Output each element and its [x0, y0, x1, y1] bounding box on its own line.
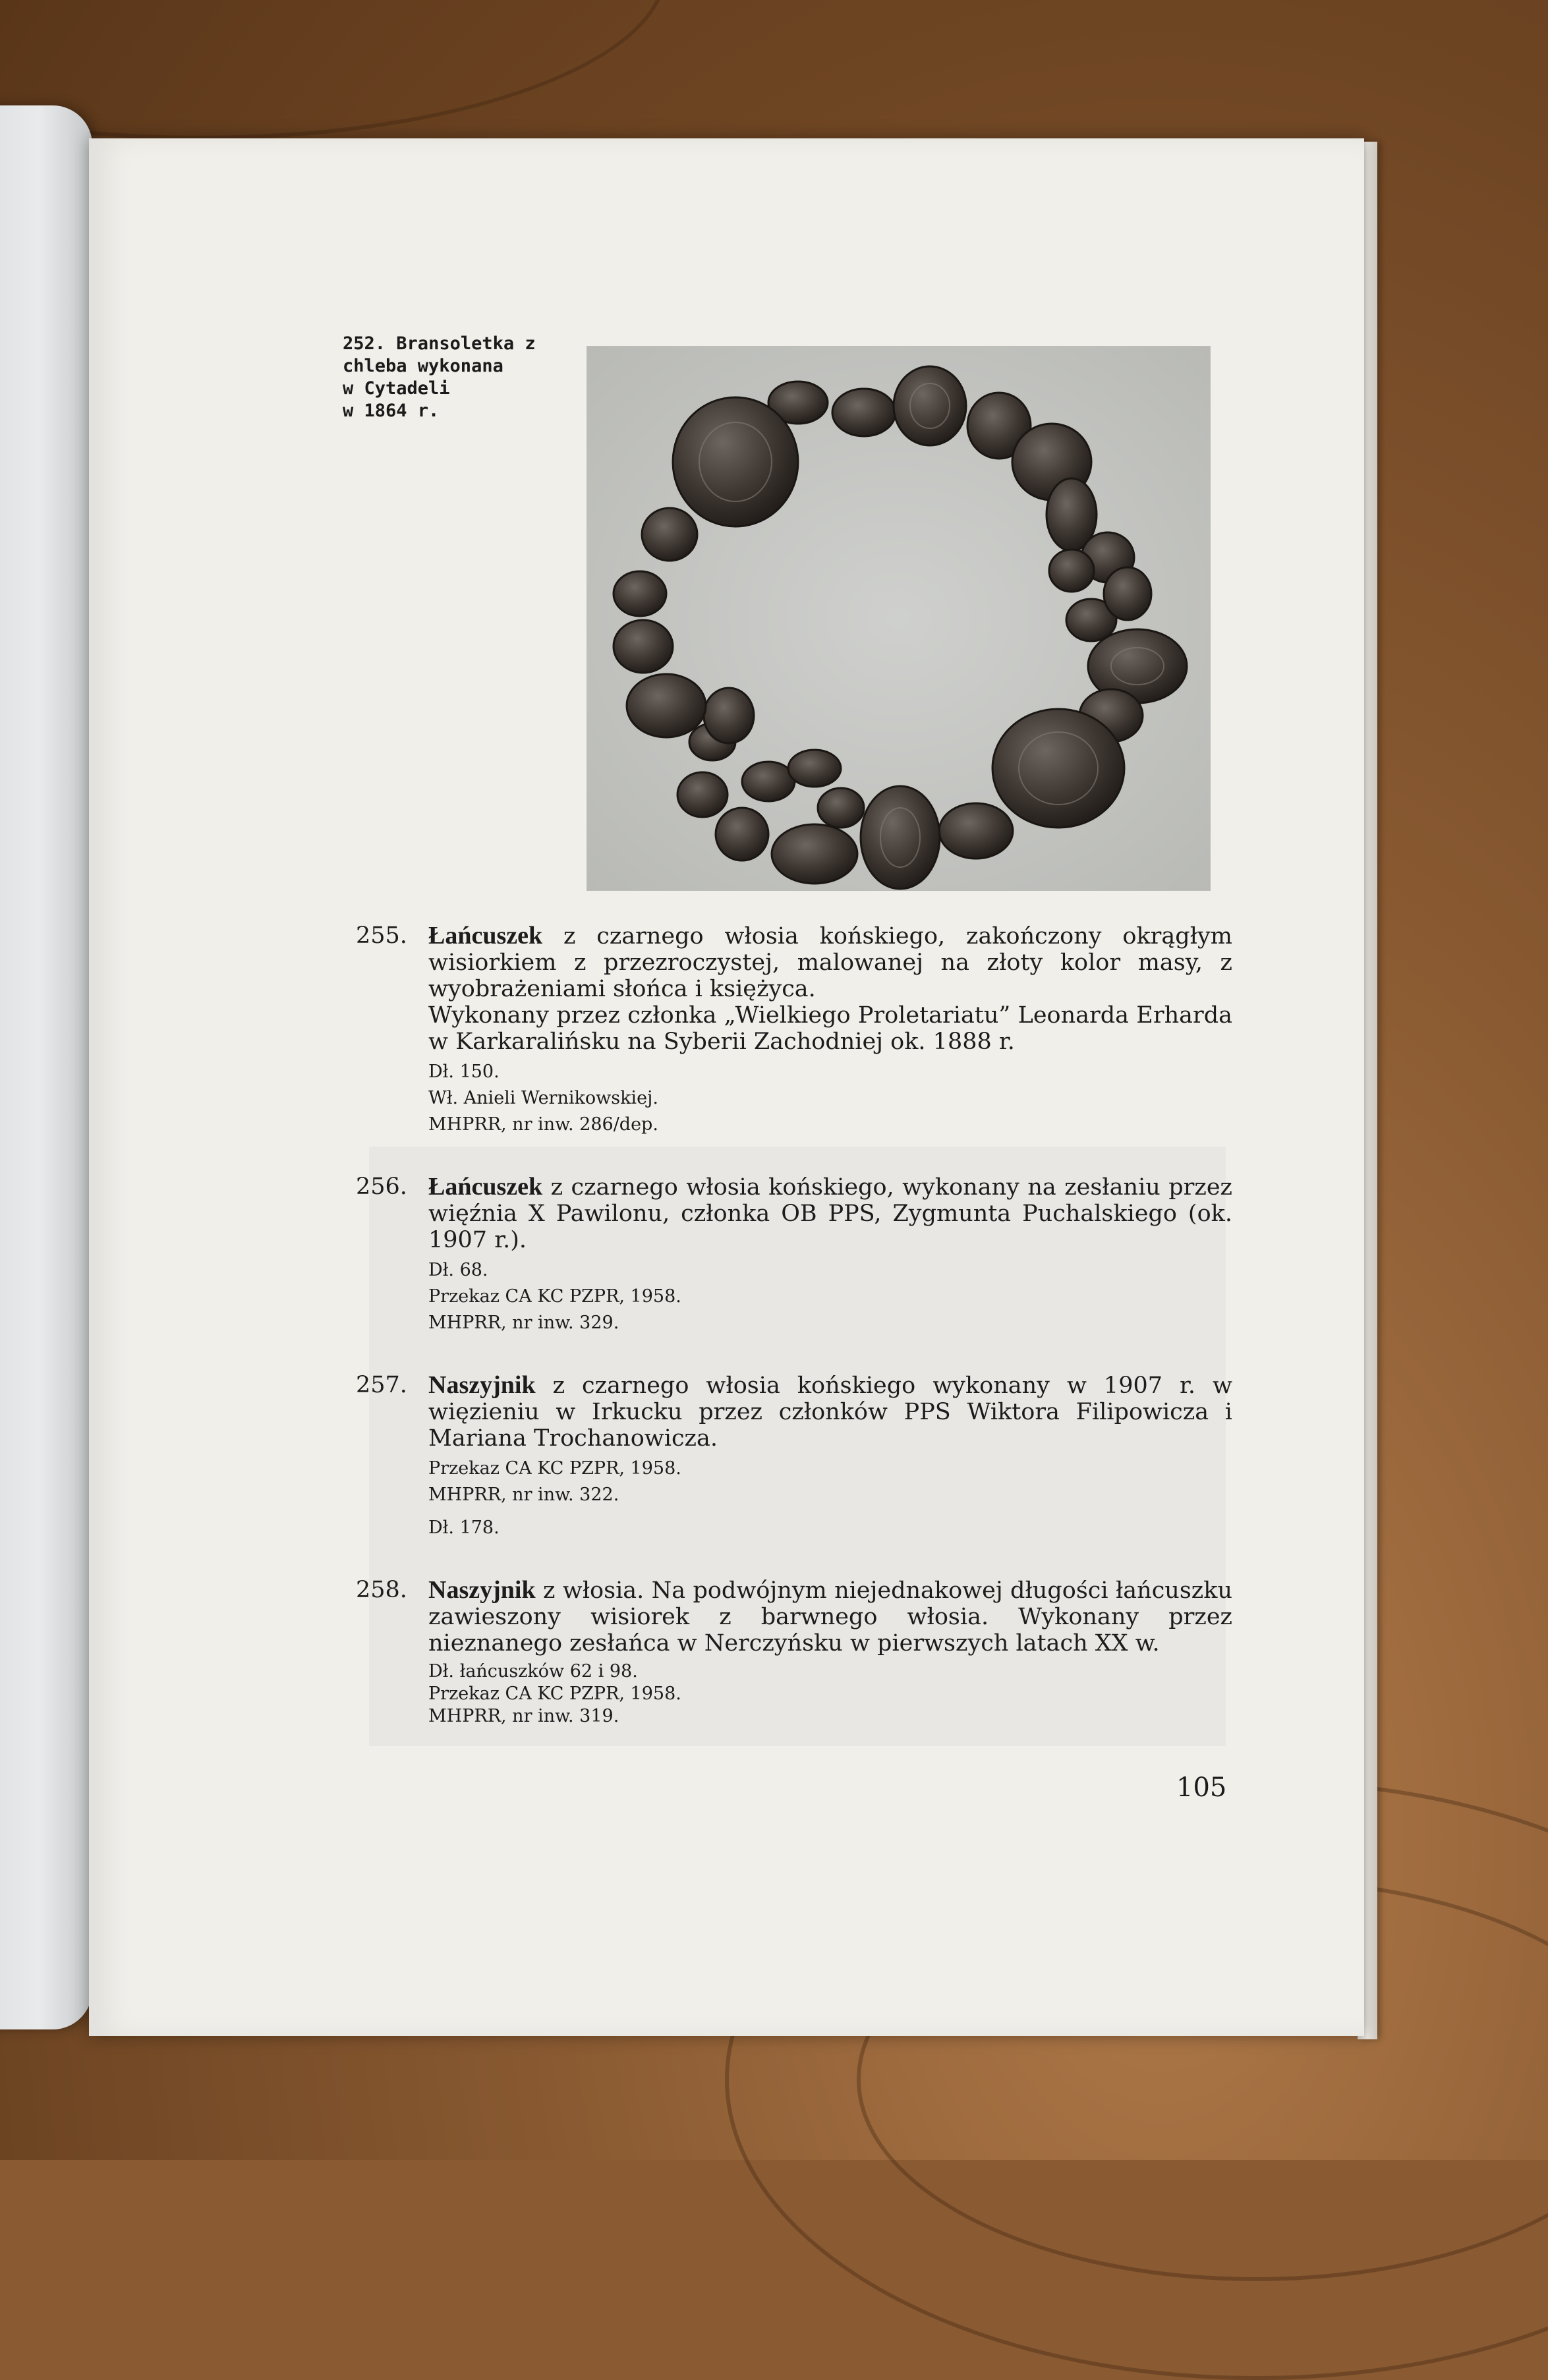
- meta-line: MHPRR, nr inw. 286/dep.: [428, 1114, 658, 1135]
- entry-body: [428, 1174, 1232, 1336]
- list-item: [356, 1174, 1232, 1336]
- entry-title: Łańcuszek: [428, 1173, 543, 1201]
- left-page-edge: [0, 105, 92, 2029]
- meta-line: Przekaz CA KC PZPR, 1958.: [428, 1286, 681, 1307]
- bracelet-illustration: [587, 347, 1210, 890]
- entry-body: [428, 1577, 1232, 1728]
- entry-body: [428, 1372, 1232, 1541]
- meta-line: MHPRR, nr inw. 329.: [428, 1313, 619, 1333]
- meta-line: MHPRR, nr inw. 322.: [428, 1485, 619, 1505]
- entry-meta: [428, 1059, 1232, 1138]
- meta-line: Wł. Anieli Wernikowskiej.: [428, 1088, 658, 1108]
- caption-line: w Cytadeli: [343, 378, 450, 399]
- entry-description: Naszyjnik z czarnego włosia końskiego wykonany w 1907 r. w więzieniu w Irkucku przez członków PPS Wiktora Filipowicza i Mariana Trochanowicza.: [428, 1371, 1232, 1452]
- figure-caption: [343, 333, 560, 422]
- meta-line: Dł. 150.: [428, 1062, 500, 1082]
- entry-description: Łańcuszek z czarnego włosia końskiego, wykonany na zesłaniu przez więźnia X Pawilonu, członka OB PPS, Zygmunta Puchalskiego (ok. 1907 r.).: [428, 1173, 1232, 1253]
- entry-number: 256.: [356, 1174, 407, 1200]
- entry-body: [428, 922, 1232, 1138]
- meta-line: Dł. 68.: [428, 1260, 488, 1280]
- list-item: [356, 1577, 1232, 1728]
- meta-line: Przekaz CA KC PZPR, 1958.: [428, 1458, 681, 1479]
- caption-number: 252.: [343, 333, 386, 354]
- entry-number: 257.: [356, 1372, 407, 1398]
- meta-line: Dł. 178.: [428, 1517, 500, 1538]
- catalog-entries: [356, 922, 1232, 1763]
- entry-number: 258.: [356, 1577, 407, 1603]
- meta-line: Dł. łańcuszków 62 i 98.: [428, 1661, 638, 1682]
- meta-line: Przekaz CA KC PZPR, 1958.: [428, 1684, 681, 1704]
- list-item: [356, 1372, 1232, 1541]
- entry-description: Łańcuszek z czarnego włosia końskiego, zakończony okrągłym wisiorkiem z przezroczystej, malowanej na złoty kolor masy, z wyobrażeniami słońca i księżyca. Wykonany przez członka „Wielkiego Proletariatu” Leonarda Erharda w Karkaralińsku na Syberii Zachodniej ok. 1888 r.: [428, 922, 1232, 1055]
- entry-description: Naszyjnik z włosia. Na podwójnym niejednakowej długości łańcuszku zawieszony wisiorek z barwnego włosia. Wykonany przez nieznanego zesłańca w Nerczyńsku w pierwszych latach XX w.: [428, 1576, 1232, 1657]
- entry-meta: [428, 1660, 1232, 1728]
- entry-title: Naszyjnik: [428, 1371, 536, 1399]
- entry-meta: [428, 1257, 1232, 1336]
- page-number: 105: [1176, 1772, 1227, 1803]
- entry-number: 255.: [356, 922, 407, 949]
- entry-title: Łańcuszek: [428, 922, 543, 949]
- entry-meta: [428, 1456, 1232, 1541]
- meta-line: MHPRR, nr inw. 319.: [428, 1706, 619, 1726]
- wood-grain-ring: [0, 0, 667, 140]
- bracelet-photo: [587, 346, 1211, 891]
- caption-line: chleba wykonana: [343, 356, 503, 376]
- caption-line: 252. Bransoletka z: [343, 333, 536, 354]
- list-item: [356, 922, 1232, 1138]
- caption-line: w 1864 r.: [343, 401, 440, 421]
- entry-title: Naszyjnik: [428, 1576, 536, 1604]
